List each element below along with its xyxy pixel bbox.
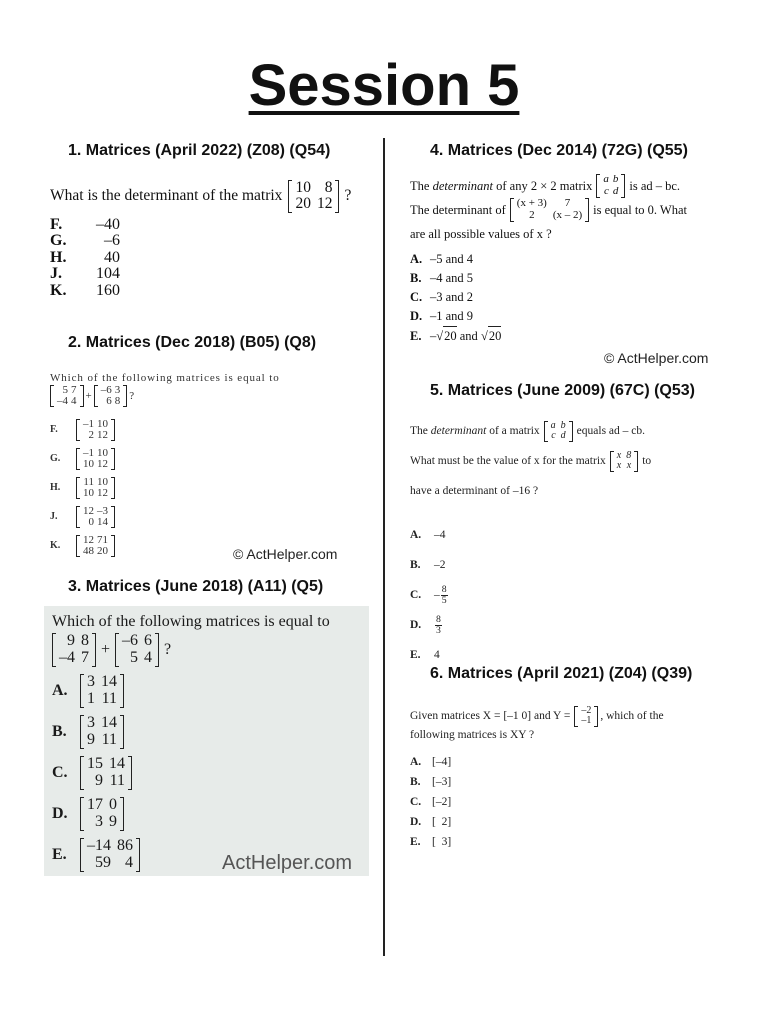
q3-matrix-a <box>52 633 96 667</box>
matrix-cell: 5 <box>62 384 68 396</box>
q3-matrix-b <box>115 633 159 667</box>
option-letter: D. <box>410 309 423 323</box>
matrix-cell: –1 <box>83 417 94 430</box>
option-value: and <box>459 328 478 343</box>
matrix-cell: 71 <box>97 533 108 546</box>
option-letter: E. <box>410 649 421 661</box>
q5-stem <box>410 416 730 506</box>
option-value: –2 <box>434 559 446 571</box>
matrix-cell: –1 <box>581 715 592 726</box>
q6-stem <box>410 704 740 742</box>
matrix-cell: (x – 2) <box>552 209 583 221</box>
matrix-cell: x <box>616 460 622 471</box>
matrix-cell: 4 <box>71 395 77 407</box>
q5-text: What must be the value of x for the matrix <box>410 455 606 467</box>
matrix-cell: 7 <box>81 648 89 666</box>
option-letter: A. <box>410 252 423 266</box>
option-letter: B. <box>410 776 421 788</box>
option-matrix <box>76 448 115 470</box>
q5-option-e <box>410 640 730 670</box>
matrix-cell: 12 <box>97 486 108 499</box>
q6-options <box>410 752 740 852</box>
option-matrix <box>76 477 115 499</box>
q6-option-d <box>410 812 740 832</box>
matrix-cell: 8 <box>626 449 632 461</box>
matrix-cell: 86 <box>117 837 133 855</box>
matrix-cell: 59 <box>95 854 111 872</box>
sqrt-icon: √ <box>480 328 488 343</box>
option-letter: C. <box>410 290 423 304</box>
option-letter: A. <box>52 682 68 700</box>
matrix-cell: 2 <box>529 209 535 221</box>
radicand: 20 <box>488 326 502 346</box>
matrix-cell: 12 <box>97 457 108 470</box>
matrix-cell: 9 <box>67 632 75 649</box>
matrix-cell: 12 <box>83 533 94 546</box>
denominator: 5 <box>441 594 447 606</box>
q5-line-1 <box>410 416 730 446</box>
q3-heading: 3. Matrices (June 2018) (A11) (Q5) <box>68 578 324 595</box>
matrix-cell: –1 <box>83 446 94 459</box>
option-letter: J. <box>50 511 58 522</box>
option-matrix <box>80 715 124 749</box>
matrix-cell: –6 <box>100 384 112 396</box>
option-value: [ 3] <box>432 836 452 848</box>
option-value: [–4] <box>432 756 452 768</box>
q1-option-f <box>50 217 380 234</box>
page-title-text: Session 5 <box>248 53 520 118</box>
q4-text: The <box>410 179 430 193</box>
q4-options <box>410 250 740 346</box>
q5-text: The <box>410 425 428 437</box>
option-value: [ 2] <box>432 816 452 828</box>
q6-question <box>410 704 740 852</box>
q4-text: is ad – bc. <box>629 179 681 193</box>
q2-qmark: ? <box>129 390 135 402</box>
q4-matrix-x <box>510 198 589 221</box>
option-letter: H. <box>50 482 61 493</box>
matrix-cell: 4 <box>125 854 133 872</box>
matrix-cell: 0 <box>88 515 94 528</box>
q3-question <box>52 612 367 876</box>
q4-question <box>410 174 740 346</box>
matrix-cell: 14 <box>97 515 108 528</box>
watermark-q3: ActHelper.com <box>222 852 353 874</box>
q5-text: equals ad – cb. <box>576 425 646 437</box>
q2-option-b <box>50 444 330 473</box>
matrix-cell: 11 <box>83 475 94 488</box>
option-value: –3 and 2 <box>430 290 474 304</box>
q4-line-1 <box>410 174 740 198</box>
q4-option-e <box>410 326 740 346</box>
matrix-cell: x <box>626 460 632 471</box>
q3-stem: Which of the following matrices is equal to <box>52 613 330 630</box>
q2-matrix-b <box>94 385 128 407</box>
option-letter: F. <box>50 424 58 435</box>
matrix-cell: 9 <box>87 731 95 749</box>
q1-option-g <box>50 233 380 250</box>
matrix-cell: –2 <box>581 704 592 716</box>
option-letter: C. <box>52 764 68 782</box>
q3-options <box>52 671 367 876</box>
q5-text: of a matrix <box>489 425 540 437</box>
matrix-cell: 48 <box>83 544 94 557</box>
q3-qmark: ? <box>164 640 172 658</box>
option-letter: D. <box>410 619 422 631</box>
q6-text: , which of the <box>600 710 664 722</box>
matrix-cell: 10 <box>83 457 94 470</box>
option-matrix <box>80 838 140 872</box>
q4-option-d <box>410 307 740 326</box>
option-letter: G. <box>50 232 67 250</box>
matrix-cell: 10 <box>83 486 94 499</box>
q2-option-c <box>50 473 330 502</box>
matrix-cell: 11 <box>101 690 117 708</box>
matrix-cell: 10 <box>97 475 108 488</box>
q6-matrix-y <box>574 706 598 727</box>
option-value: [–3] <box>432 776 452 788</box>
option-matrix <box>76 506 115 528</box>
q5-line-3: have a determinant of –16 ? <box>410 485 539 497</box>
page-title <box>0 52 768 119</box>
option-letter: F. <box>50 215 63 233</box>
option-letter: H. <box>50 248 67 266</box>
q2-heading: 2. Matrices (Dec 2018) (B05) (Q8) <box>68 334 317 351</box>
matrix-cell: b <box>612 173 619 186</box>
matrix-cell: d <box>612 185 619 197</box>
watermark-q4: © ActHelper.com <box>604 350 709 366</box>
q6-heading: 6. Matrices (April 2021) (Z04) (Q39) <box>430 665 693 682</box>
matrix-cell: x <box>616 449 622 461</box>
matrix-cell: 7 <box>71 384 77 396</box>
matrix-cell: 3 <box>95 813 103 831</box>
q2-stem: Which of the following matrices is equal to <box>50 372 280 384</box>
option-value: –40 <box>96 215 120 233</box>
q2-expression <box>50 385 330 407</box>
q3-expression <box>52 633 367 667</box>
q3-option-d <box>52 794 367 835</box>
option-letter: K. <box>50 540 61 551</box>
option-sign: – <box>434 589 440 601</box>
matrix-cell: 17 <box>87 796 103 814</box>
q4-option-c <box>410 288 740 307</box>
q4-text: is equal to 0. What <box>593 203 688 217</box>
matrix-cell: b <box>560 419 566 431</box>
q1-stem <box>50 180 380 213</box>
q5-option-c <box>410 580 730 610</box>
matrix-cell: 20 <box>295 195 311 213</box>
matrix-cell: 8 <box>81 632 89 649</box>
fraction <box>441 585 448 606</box>
q6-option-c <box>410 792 740 812</box>
q4-line-3: are all possible values of x ? <box>410 227 552 241</box>
option-value: 160 <box>96 281 120 299</box>
q2-option-a <box>50 415 330 444</box>
matrix-cell: 3 <box>114 384 121 396</box>
q2-options <box>50 415 330 560</box>
q4-text: The determinant of <box>410 203 506 217</box>
option-letter: D. <box>52 805 68 823</box>
matrix-cell: 3 <box>87 714 95 732</box>
matrix-cell: 6 <box>144 632 153 649</box>
plus-sign: + <box>101 640 111 658</box>
option-value: 4 <box>434 649 440 661</box>
q5-heading: 5. Matrices (June 2009) (67C) (Q53) <box>430 382 695 399</box>
q1-option-j <box>50 266 380 283</box>
option-matrix <box>80 674 124 708</box>
option-value: –1 and 9 <box>430 309 474 323</box>
option-letter: K. <box>50 281 67 299</box>
q4-matrix-abcd <box>596 174 625 197</box>
matrix-cell: 2 <box>88 428 94 441</box>
option-value: [–2] <box>432 796 452 808</box>
matrix-cell: 6 <box>106 395 112 407</box>
option-letter: C. <box>410 796 422 808</box>
q5-option-a <box>410 520 730 550</box>
q1-qmark: ? <box>344 187 352 205</box>
matrix-cell: 8 <box>324 179 333 196</box>
numerator: 8 <box>436 613 441 625</box>
option-value: –6 <box>104 232 120 250</box>
matrix-cell: 9 <box>109 813 117 831</box>
q2-option-d <box>50 502 330 531</box>
matrix-cell: –3 <box>97 504 108 517</box>
q6-line-2: following matrices is XY ? <box>410 729 535 741</box>
option-letter: D. <box>410 816 422 828</box>
option-letter: E. <box>52 846 67 864</box>
matrix-cell: (x + 3) <box>516 197 547 210</box>
matrix-cell: 10 <box>295 179 311 196</box>
q5-question <box>410 416 730 670</box>
matrix-cell: –4 <box>57 395 68 407</box>
matrix-cell: 10 <box>97 417 108 430</box>
q4-line-2 <box>410 198 740 222</box>
q5-options <box>410 520 730 670</box>
matrix-cell: 15 <box>87 755 103 773</box>
matrix-cell: 1 <box>87 690 95 708</box>
q2-question <box>50 372 330 560</box>
matrix-cell: –6 <box>122 632 139 649</box>
q5-text: to <box>642 455 652 467</box>
option-letter: B. <box>410 559 421 571</box>
q6-option-a <box>410 752 740 772</box>
q6-option-b <box>410 772 740 792</box>
option-letter: A. <box>410 756 422 768</box>
matrix-cell: a <box>603 173 609 186</box>
q1-question <box>50 180 380 299</box>
option-letter: B. <box>410 271 422 285</box>
matrix-cell: 8 <box>114 395 121 407</box>
q1-option-k <box>50 283 380 300</box>
watermark-q2: © ActHelper.com <box>233 546 338 562</box>
q5-line-2 <box>410 446 730 476</box>
q4-heading: 4. Matrices (Dec 2014) (72G) (Q55) <box>430 142 688 159</box>
matrix-cell: 12 <box>83 504 94 517</box>
matrix-cell: 3 <box>87 673 95 691</box>
q5-option-d <box>410 610 730 640</box>
matrix-cell: d <box>560 430 566 441</box>
option-value: –5 and 4 <box>430 252 474 266</box>
option-letter: J. <box>50 265 62 283</box>
q4-italic: determinant <box>432 179 493 193</box>
matrix-cell: 11 <box>101 731 117 749</box>
q4-stem <box>410 174 740 246</box>
column-divider <box>383 138 385 956</box>
plus-sign: + <box>85 390 92 402</box>
matrix-cell: 12 <box>316 195 333 213</box>
matrix-cell: 14 <box>101 673 117 691</box>
option-letter: E. <box>410 328 422 343</box>
matrix-cell: 0 <box>109 796 117 814</box>
sqrt-icon: √ <box>436 328 444 343</box>
matrix-cell: 4 <box>144 648 153 666</box>
q1-heading: 1. Matrices (April 2022) (Z08) (Q54) <box>68 142 331 159</box>
option-letter: G. <box>50 453 61 464</box>
matrix-cell: a <box>550 419 556 431</box>
option-letter: E. <box>410 836 421 848</box>
numerator: 8 <box>441 583 447 595</box>
matrix-cell: c <box>603 185 609 197</box>
matrix-cell: 5 <box>130 648 139 666</box>
q3-option-c <box>52 753 367 794</box>
matrix-cell: 12 <box>97 428 108 441</box>
matrix-cell: 14 <box>101 714 117 732</box>
matrix-cell: 11 <box>109 772 125 790</box>
q6-line-1 <box>410 704 740 728</box>
matrix-cell: –4 <box>59 648 75 666</box>
matrix-cell: 10 <box>97 446 108 459</box>
q5-option-b <box>410 550 730 580</box>
matrix-cell: 20 <box>97 544 108 557</box>
q6-text: Given matrices X = [–1 0] and Y = <box>410 710 571 722</box>
option-value: 104 <box>96 265 120 283</box>
option-matrix <box>80 797 124 831</box>
q5-matrix-x <box>610 451 638 472</box>
option-letter: A. <box>410 529 422 541</box>
q4-option-b <box>410 269 740 288</box>
q5-italic: determinant <box>430 425 487 437</box>
radicand: 20 <box>443 326 457 346</box>
option-value: –4 <box>434 529 446 541</box>
q1-option-h <box>50 250 380 267</box>
q1-matrix <box>288 180 339 213</box>
option-letter: B. <box>52 723 67 741</box>
q5-matrix-abcd <box>544 421 573 442</box>
q2-matrix-a <box>50 385 84 407</box>
q4-option-a <box>410 250 740 269</box>
denominator: 3 <box>436 624 441 636</box>
matrix-cell: c <box>551 430 556 441</box>
option-matrix <box>80 756 132 790</box>
option-letter: C. <box>410 589 422 601</box>
q3-option-b <box>52 712 367 753</box>
option-matrix <box>76 419 115 441</box>
fraction <box>435 615 442 636</box>
matrix-cell: 7 <box>564 197 571 210</box>
matrix-cell: –14 <box>87 837 111 855</box>
option-matrix <box>76 535 115 557</box>
option-value: –4 and 5 <box>430 271 474 285</box>
matrix-cell: 14 <box>109 755 125 773</box>
q1-stem-text: What is the determinant of the matrix <box>50 187 283 205</box>
option-value: 40 <box>104 248 120 266</box>
matrix-cell: 9 <box>95 772 103 790</box>
q4-text: of any 2 × 2 matrix <box>496 179 593 193</box>
q3-option-a <box>52 671 367 712</box>
q6-option-e <box>410 832 740 852</box>
q1-options <box>50 217 380 300</box>
option-value: – <box>430 328 437 343</box>
